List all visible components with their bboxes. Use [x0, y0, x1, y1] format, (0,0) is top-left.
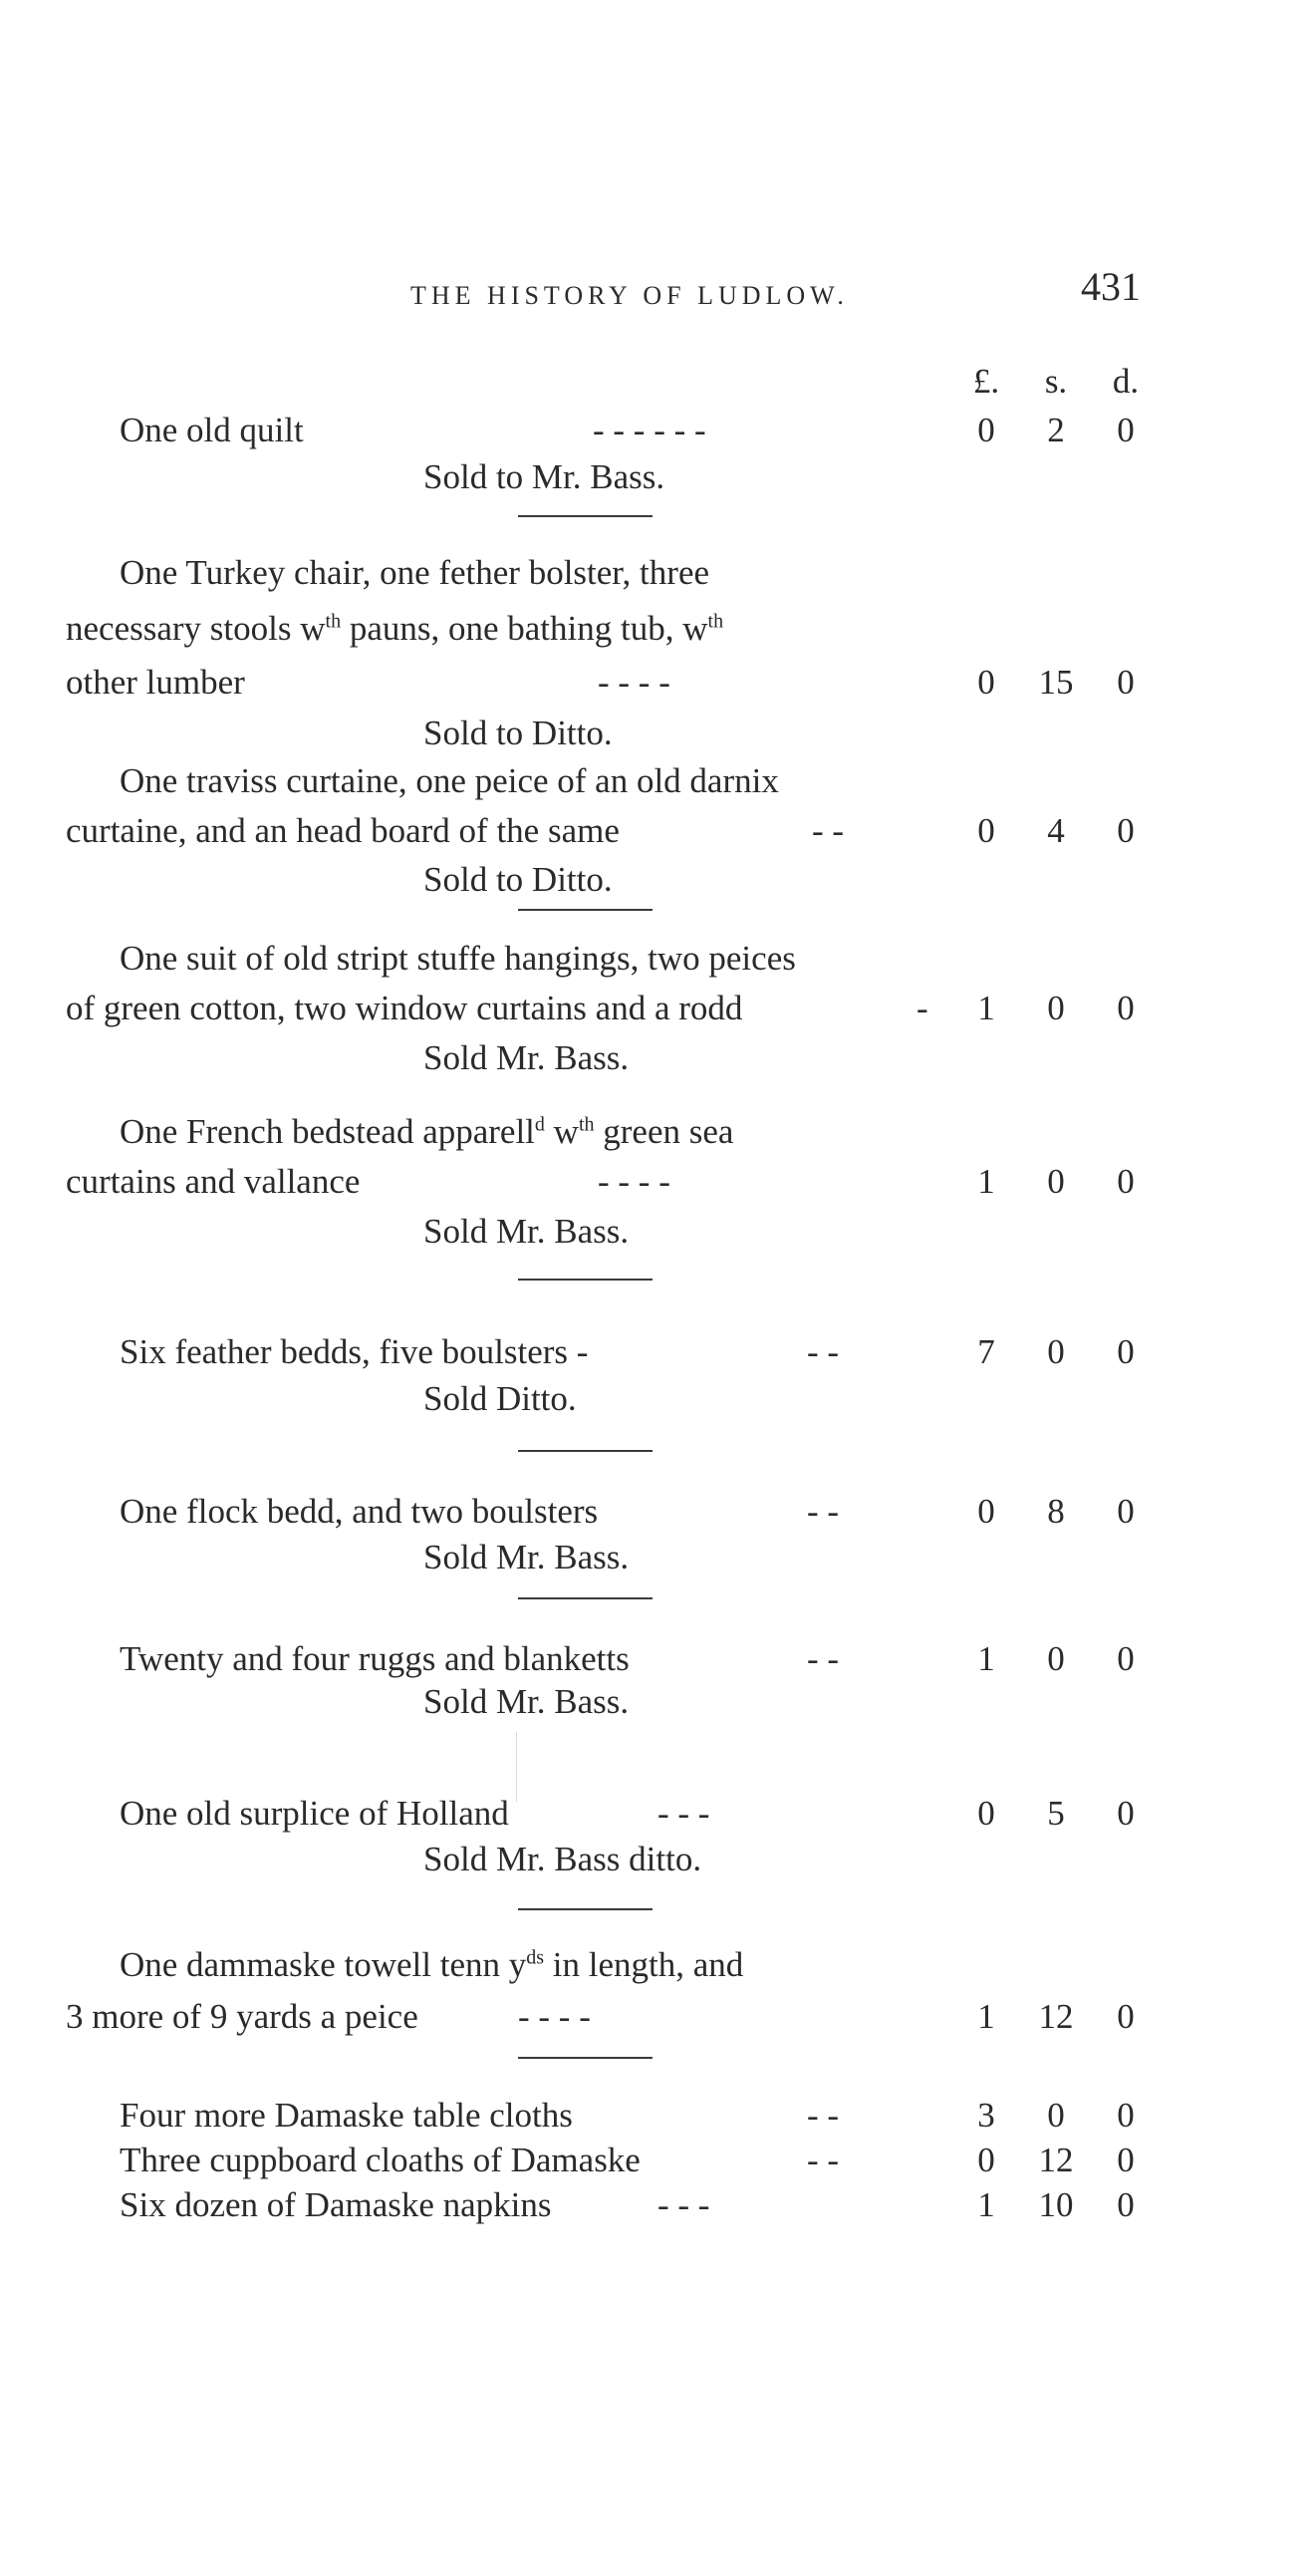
amount-shillings: 5: [1047, 1794, 1065, 1833]
item-description: Four more Damaske table cloths: [120, 2096, 573, 2135]
margin-line: [516, 1732, 517, 1802]
amount-shillings: 8: [1047, 1492, 1065, 1531]
running-title: THE HISTORY OF LUDLOW.: [410, 281, 849, 310]
pounds-column-header: £.: [972, 362, 1000, 401]
amount-pounds: 0: [977, 1794, 995, 1833]
amount-pounds: 1: [977, 1997, 995, 2036]
amount-pence: 0: [1117, 811, 1135, 850]
amount-pounds: 0: [977, 811, 995, 850]
item-description: One traviss curtaine, one peice of an old darnix: [120, 761, 779, 800]
amount-pounds: 7: [977, 1332, 995, 1371]
amount-shillings: 0: [1047, 989, 1065, 1027]
page-number: 431: [1081, 264, 1141, 309]
amount-shillings: 0: [1047, 2096, 1065, 2135]
amount-pence: 0: [1117, 2141, 1135, 2179]
leader-dashes: - - - -: [518, 1997, 591, 2036]
sold-note: Sold Mr. Bass.: [423, 1538, 630, 1576]
item-description-line: other lumber: [66, 663, 245, 702]
sold-note: Sold Mr. Bass.: [423, 1038, 630, 1077]
amount-pounds: 0: [977, 411, 995, 449]
sold-note: Sold Mr. Bass.: [423, 1682, 630, 1721]
sold-note: Sold to Mr. Bass.: [423, 457, 665, 496]
amount-pounds: 0: [977, 2141, 995, 2179]
separator-rule: [518, 515, 653, 517]
item-description: Six feather bedds, five boulsters -: [120, 1332, 589, 1371]
amount-shillings: 0: [1047, 1162, 1065, 1201]
item-description: One old quilt: [120, 411, 304, 449]
amount-shillings: 4: [1047, 811, 1065, 850]
amount-pounds: 0: [977, 1492, 995, 1531]
leader-dashes: - - -: [657, 1794, 710, 1833]
amount-pence: 0: [1117, 1794, 1135, 1833]
shillings-column-header: s.: [1044, 362, 1068, 401]
amount-pence: 0: [1117, 663, 1135, 702]
item-description: One dammaske towell tenn $y^{ds}$ in length, and: [120, 1945, 744, 1984]
amount-pence: 0: [1117, 1162, 1135, 1201]
amount-pence: 0: [1117, 1492, 1135, 1531]
item-description-line: 3 more of 9 yards a peice: [66, 1997, 418, 2036]
amount-pounds: 1: [977, 989, 995, 1027]
item-description: One suit of old stript stuffe hangings, two peices: [120, 939, 796, 978]
leader-dashes: - - - - - -: [593, 411, 706, 449]
item-description-line: of green cotton, two window curtains and a rodd: [66, 989, 743, 1027]
amount-shillings: 12: [1038, 2141, 1074, 2179]
amount-pence: 0: [1117, 411, 1135, 449]
leader-dashes: - -: [807, 1492, 840, 1531]
item-description-line: curtaine, and an head board of the same: [66, 811, 620, 850]
separator-rule: [518, 1597, 653, 1599]
leader-dashes: - -: [807, 2141, 840, 2179]
leader-dashes: - - - -: [598, 1162, 670, 1201]
sold-note: Sold Mr. Bass ditto.: [423, 1840, 702, 1878]
sold-note: Sold to Ditto.: [423, 860, 613, 899]
item-description: One flock bedd, and two boulsters: [120, 1492, 599, 1531]
separator-rule: [518, 909, 653, 911]
leader-dashes: -: [916, 989, 928, 1027]
separator-rule: [518, 1279, 653, 1281]
pence-column-header: d.: [1112, 362, 1140, 401]
item-description: One Turkey chair, one fether bolster, three: [120, 553, 710, 592]
separator-rule: [518, 1908, 653, 1910]
sold-note: Sold Ditto.: [423, 1379, 577, 1418]
amount-pence: 0: [1117, 2185, 1135, 2224]
item-description: Six dozen of Damaske napkins: [120, 2185, 552, 2224]
amount-shillings: 12: [1038, 1997, 1074, 2036]
sold-note: Sold to Ditto.: [423, 714, 613, 752]
leader-dashes: - -: [807, 1639, 840, 1678]
item-description: Three cuppboard cloaths of Damaske: [120, 2141, 641, 2179]
leader-dashes: - -: [807, 1332, 840, 1371]
separator-rule: [518, 2057, 653, 2059]
leader-dashes: - -: [812, 811, 845, 850]
amount-shillings: 0: [1047, 1639, 1065, 1678]
amount-pounds: 1: [977, 2185, 995, 2224]
item-description-line: curtains and vallance: [66, 1162, 361, 1201]
item-description: One French bedstead apparell$^d$ $w^{th}$ green sea: [120, 1112, 734, 1151]
amount-pounds: 3: [977, 2096, 995, 2135]
amount-pounds: 1: [977, 1162, 995, 1201]
item-description-line: necessary stools $w^{th}$ pauns, one bathing tub, $w^{th}$: [66, 609, 724, 648]
amount-pounds: 0: [977, 663, 995, 702]
separator-rule: [518, 1450, 653, 1452]
leader-dashes: - - -: [657, 2185, 710, 2224]
amount-pounds: 1: [977, 1639, 995, 1678]
amount-pence: 0: [1117, 2096, 1135, 2135]
amount-shillings: 0: [1047, 1332, 1065, 1371]
amount-shillings: 10: [1038, 2185, 1074, 2224]
amount-shillings: 2: [1047, 411, 1065, 449]
sold-note: Sold Mr. Bass.: [423, 1212, 630, 1251]
item-description: Twenty and four ruggs and blanketts: [120, 1639, 630, 1678]
leader-dashes: - - - -: [598, 663, 670, 702]
amount-pence: 0: [1117, 1332, 1135, 1371]
amount-pence: 0: [1117, 1997, 1135, 2036]
amount-pence: 0: [1117, 1639, 1135, 1678]
item-description: One old surplice of Holland: [120, 1794, 509, 1833]
leader-dashes: - -: [807, 2096, 840, 2135]
amount-pence: 0: [1117, 989, 1135, 1027]
amount-shillings: 15: [1038, 663, 1074, 702]
